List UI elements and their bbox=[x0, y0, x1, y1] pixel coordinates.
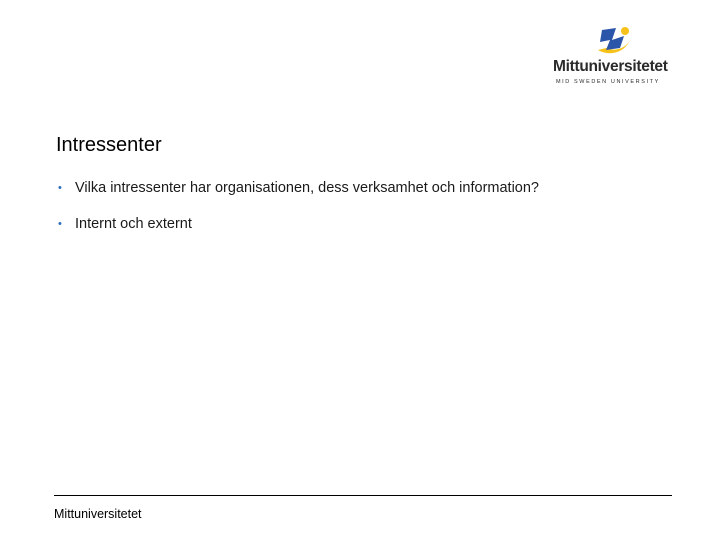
logo-wordmark: Mittuniversitetet bbox=[553, 58, 668, 75]
bullet-text: Vilka intressenter har organisationen, dess verksamhet och information? bbox=[75, 180, 539, 196]
logo-subtitle: MID SWEDEN UNIVERSITY bbox=[556, 79, 660, 85]
bullet-text: Internt och externt bbox=[75, 216, 192, 232]
university-logo bbox=[550, 26, 682, 90]
bullet-icon: • bbox=[58, 218, 62, 230]
slide-title: Intressenter bbox=[56, 134, 162, 156]
logo-mark-icon bbox=[550, 26, 682, 58]
bullet-item bbox=[56, 178, 539, 214]
bullet-icon: • bbox=[58, 182, 62, 194]
bullet-item bbox=[56, 214, 539, 250]
footer-divider bbox=[54, 495, 672, 496]
footer-text: Mittuniversitetet bbox=[54, 507, 142, 521]
bullet-list bbox=[56, 178, 539, 250]
